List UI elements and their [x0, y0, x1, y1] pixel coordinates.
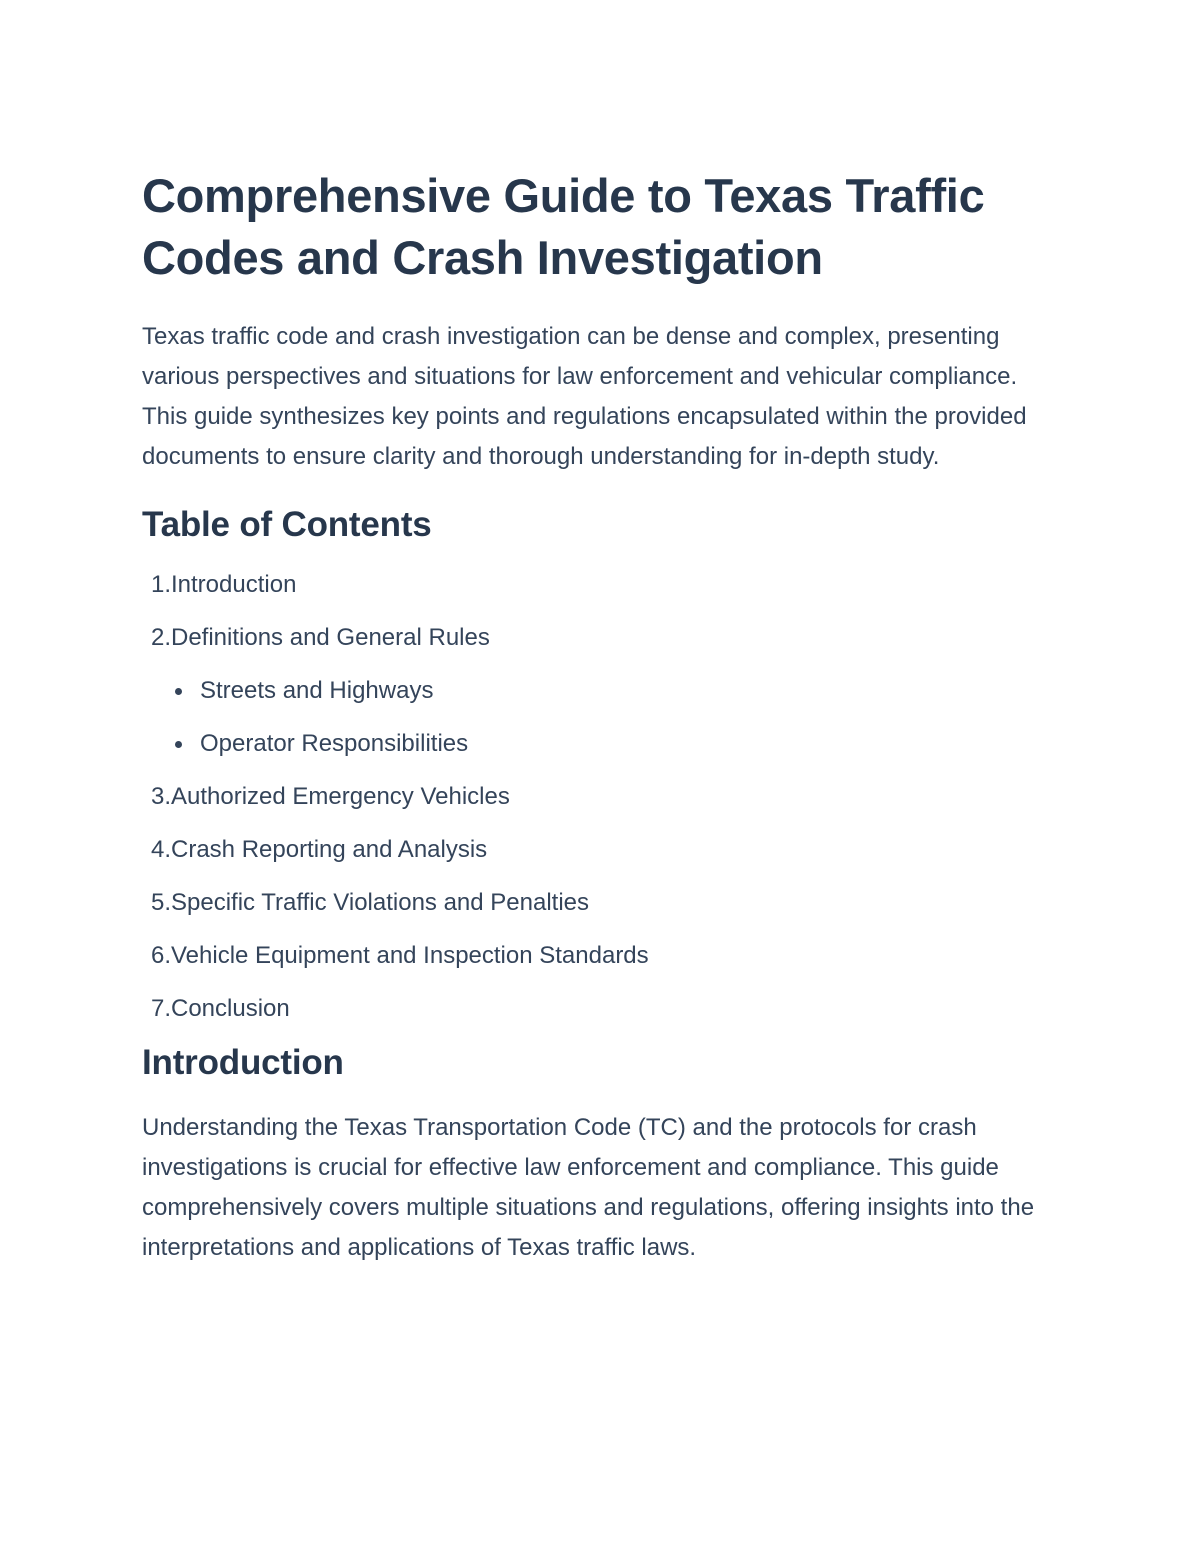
- toc-item-label: Authorized Emergency Vehicles: [171, 783, 510, 810]
- toc-item-emergency-vehicles[interactable]: [142, 780, 1042, 814]
- table-of-contents: [142, 568, 1042, 1026]
- toc-item-introduction[interactable]: [142, 568, 1042, 602]
- toc-item-number: 1.: [150, 571, 171, 598]
- toc-item-label: Crash Reporting and Analysis: [171, 836, 488, 863]
- toc-item-number: 7.: [150, 995, 171, 1022]
- bullet-icon: [175, 741, 182, 748]
- toc-subitem-label: Operator Responsibilities: [200, 730, 469, 757]
- toc-item-label: Vehicle Equipment and Inspection Standards: [171, 942, 649, 969]
- toc-item-number: 6.: [150, 942, 171, 969]
- toc-subitem-label: Streets and Highways: [200, 677, 434, 704]
- toc-item-number: 4.: [150, 836, 171, 863]
- toc-item-number: 2.: [150, 624, 171, 651]
- toc-item-label: Introduction: [171, 571, 297, 598]
- toc-item-label: Specific Traffic Violations and Penalties: [171, 889, 590, 916]
- toc-item-label: Conclusion: [171, 995, 290, 1022]
- toc-subitem-operator-responsibilities[interactable]: [142, 727, 1042, 761]
- introduction-paragraph: Understanding the Texas Transportation Code (TC) and the protocols for crash investigations is crucial for effective law enforcement and compliance. This guide comprehensively covers multiple situations and regulations, offering insights into the interpretations and applications of Texas traffic laws.: [142, 1114, 1035, 1261]
- toc-item-number: 3.: [150, 783, 171, 810]
- bullet-icon: [175, 688, 182, 695]
- document-page: [142, 165, 1042, 1268]
- page-title: Comprehensive Guide to Texas Traffic Codes and Crash Investigation: [142, 169, 985, 284]
- intro-paragraph: Texas traffic code and crash investigation can be dense and complex, presenting various perspectives and situations for law enforcement and vehicular compliance. This guide synthesizes key points and regulations encapsulated within the provided documents to ensure clarity and thorough understanding for in-depth study.: [142, 323, 1027, 470]
- toc-subitem-streets-and-highways[interactable]: [142, 674, 1042, 708]
- toc-item-number: 5.: [150, 889, 171, 916]
- introduction-heading: Introduction: [142, 1043, 344, 1082]
- toc-item-equipment-inspection[interactable]: [142, 939, 1042, 973]
- toc-item-conclusion[interactable]: [142, 992, 1042, 1026]
- toc-heading: Table of Contents: [142, 505, 432, 544]
- toc-item-violations-penalties[interactable]: [142, 886, 1042, 920]
- toc-item-definitions[interactable]: [142, 621, 1042, 655]
- toc-item-label: Definitions and General Rules: [171, 624, 490, 651]
- toc-item-crash-reporting[interactable]: [142, 833, 1042, 867]
